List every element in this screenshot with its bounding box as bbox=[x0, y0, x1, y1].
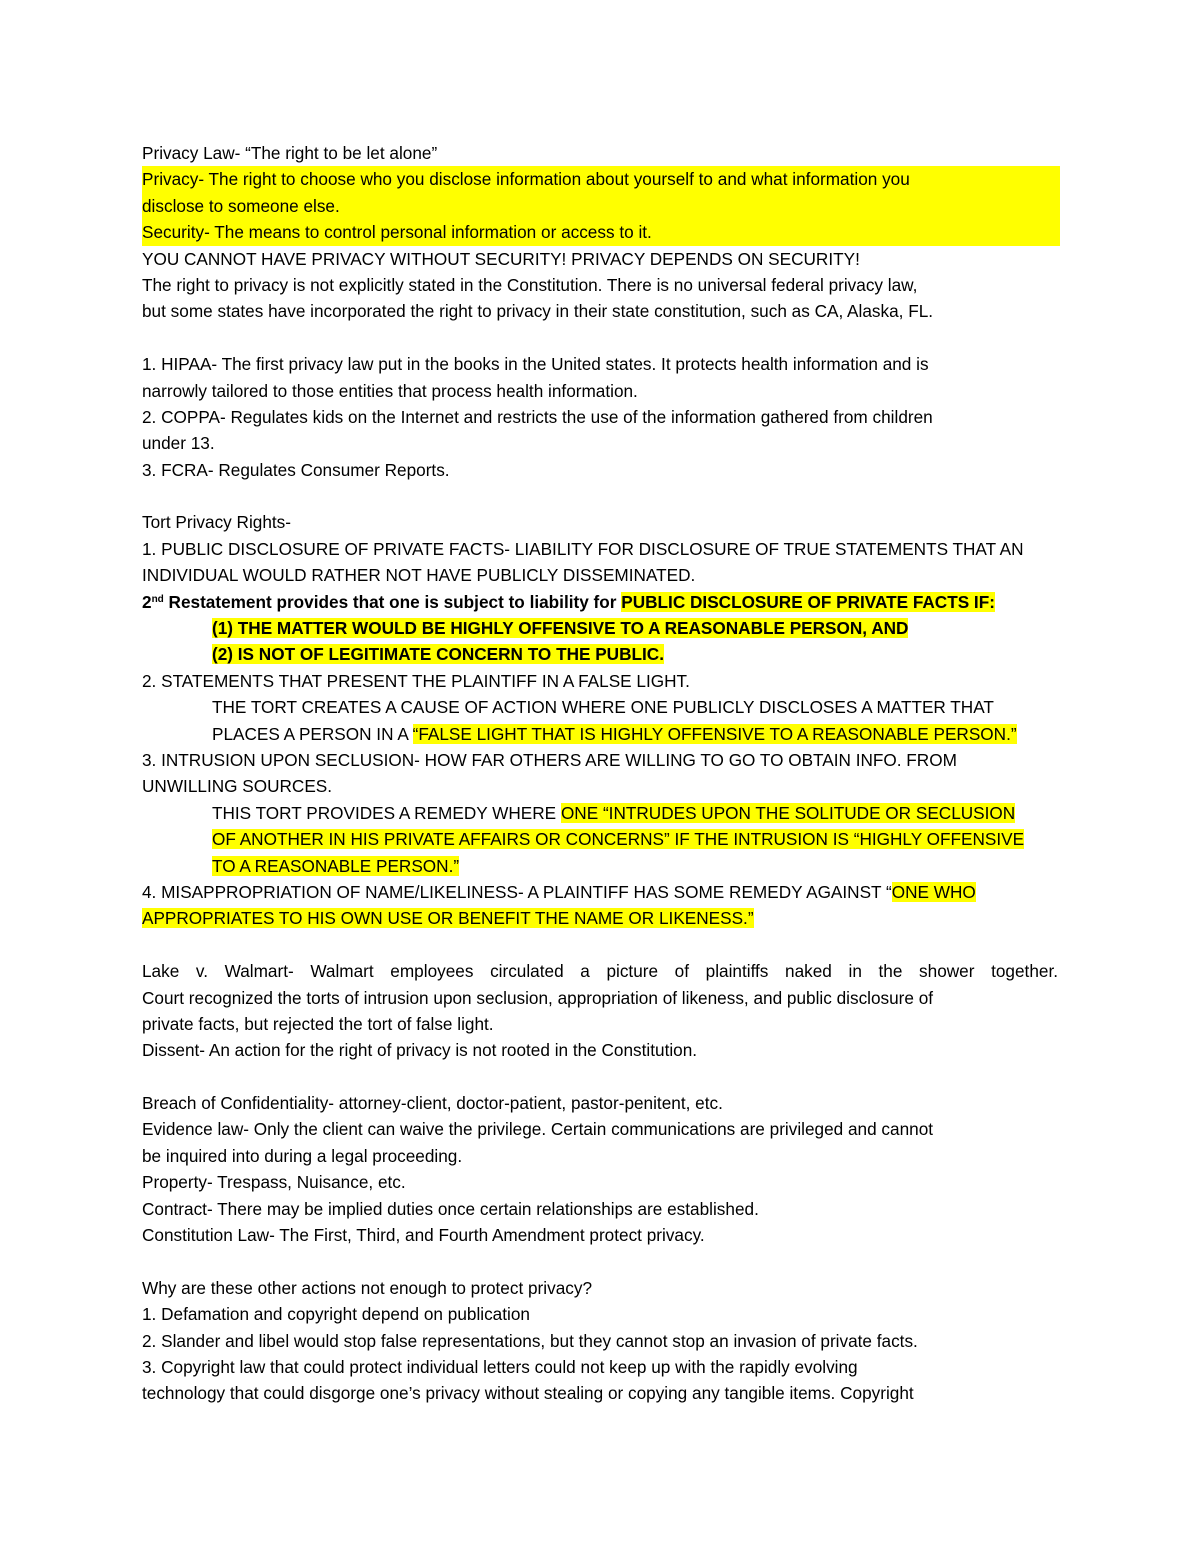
lake-case-line3: private facts, but rejected the tort of false light. bbox=[142, 1013, 494, 1034]
document-page bbox=[142, 140, 1062, 1407]
tort1-line2: INDIVIDUAL WOULD RATHER NOT HAVE PUBLICLY DISSEMINATED. bbox=[142, 565, 696, 586]
security-definition: Security- The means to control personal information or access to it. bbox=[142, 219, 1060, 245]
law-hipaa-line1: 1. HIPAA- The first privacy law put in the books in the United states. It protects health information and is bbox=[142, 354, 929, 375]
lake-case-line2: Court recognized the torts of intrusion upon seclusion, appropriation of likeness, and public disclosure of bbox=[142, 987, 934, 1008]
privacy-definition-line1: Privacy- The right to choose who you disclose information about yourself to and what information you bbox=[142, 166, 1060, 192]
tort3-highlight-1: ONE “INTRUDES UPON THE SOLITUDE OR SECLUSION bbox=[560, 802, 1016, 823]
tort3-heading-line1: 3. INTRUSION UPON SECLUSION- HOW FAR OTHERS ARE WILLING TO GO TO OBTAIN INFO. FROM bbox=[142, 749, 957, 770]
constitution-law-line: Constitution Law- The First, Third, and Fourth Amendment protect privacy. bbox=[142, 1225, 705, 1246]
why-item-3-line1: 3. Copyright law that could protect individual letters could not keep up with the rapidly evolving bbox=[142, 1356, 858, 1377]
why-item-1: 1. Defamation and copyright depend on publication bbox=[142, 1304, 530, 1325]
law-coppa-line2: under 13. bbox=[142, 433, 215, 454]
evidence-law-line2: be inquired into during a legal proceeding. bbox=[142, 1145, 463, 1166]
tort2-highlight: “FALSE LIGHT THAT IS HIGHLY OFFENSIVE TO A REASONABLE PERSON.” bbox=[412, 723, 1017, 744]
tort2-line1: THE TORT CREATES A CAUSE OF ACTION WHERE ONE PUBLICLY DISCLOSES A MATTER THAT bbox=[212, 697, 994, 718]
restatement-highlight: PUBLIC DISCLOSURE OF PRIVATE FACTS IF: bbox=[621, 591, 995, 612]
tort4-highlight-2: APPROPRIATES TO HIS OWN USE OR BENEFIT THE NAME OR LIKENESS.” bbox=[142, 908, 754, 929]
law-coppa-line1: 2. COPPA- Regulates kids on the Internet and restricts the use of the information gathered from children bbox=[142, 406, 933, 427]
breach-confidentiality: Breach of Confidentiality- attorney-client, doctor-patient, pastor-penitent, etc. bbox=[142, 1093, 723, 1114]
restatement-condition-1: (1) THE MATTER WOULD BE HIGHLY OFFENSIVE TO A REASONABLE PERSON, AND bbox=[212, 618, 909, 639]
constitution-line1: The right to privacy is not explicitly stated in the Constitution. There is no universal federal privacy law, bbox=[142, 274, 918, 295]
property-line: Property- Trespass, Nuisance, etc. bbox=[142, 1172, 406, 1193]
lake-case-line1: Lake v. Walmart- Walmart employees circulated a picture of plaintiffs naked in the shower together. bbox=[142, 961, 1058, 982]
tort3-highlight-3: TO A REASONABLE PERSON.” bbox=[212, 855, 460, 876]
tort3-highlight-2: OF ANOTHER IN HIS PRIVATE AFFAIRS OR CONCERNS” IF THE INTRUSION IS “HIGHLY OFFENSIVE bbox=[212, 829, 1025, 850]
lake-dissent: Dissent- An action for the right of privacy is not rooted in the Constitution. bbox=[142, 1040, 698, 1061]
tort4-line1: 4. MISAPPROPRIATION OF NAME/LIKELINESS- A PLAINTIFF HAS SOME REMEDY AGAINST “ONE WHO bbox=[142, 881, 976, 902]
why-question: Why are these other actions not enough to protect privacy? bbox=[142, 1277, 592, 1298]
doc-title: Privacy Law- “The right to be let alone” bbox=[142, 143, 438, 163]
restatement-condition-2: (2) IS NOT OF LEGITIMATE CONCERN TO THE PUBLIC. bbox=[212, 644, 664, 665]
evidence-law-line1: Evidence law- Only the client can waive the privilege. Certain communications are privileged and cannot bbox=[142, 1119, 934, 1140]
security-caps-statement: YOU CANNOT HAVE PRIVACY WITHOUT SECURITY! PRIVACY DEPENDS ON SECURITY! bbox=[142, 248, 860, 269]
why-item-2: 2. Slander and libel would stop false representations, but they cannot stop an invasion of private facts. bbox=[142, 1330, 918, 1351]
tort2-line2: PLACES A PERSON IN A “FALSE LIGHT THAT IS HIGHLY OFFENSIVE TO A REASONABLE PERSON.” bbox=[212, 723, 1017, 744]
law-fcra: 3. FCRA- Regulates Consumer Reports. bbox=[142, 459, 450, 480]
law-hipaa-line2: narrowly tailored to those entities that process health information. bbox=[142, 380, 638, 401]
tort3-line1: THIS TORT PROVIDES A REMEDY WHERE ONE “INTRUDES UPON THE SOLITUDE OR SECLUSION bbox=[212, 802, 1016, 823]
contract-line: Contract- There may be implied duties once certain relationships are established. bbox=[142, 1198, 759, 1219]
tort3-heading-line2: UNWILLING SOURCES. bbox=[142, 776, 333, 797]
tort-heading: Tort Privacy Rights- bbox=[142, 512, 291, 533]
why-item-3-line2: technology that could disgorge one’s privacy without stealing or copying any tangible items. Copyright bbox=[142, 1383, 914, 1404]
tort4-highlight-1: ONE WHO bbox=[891, 881, 976, 902]
privacy-definition-line2: disclose to someone else. bbox=[142, 193, 1060, 219]
restatement-line: 2nd Restatement provides that one is subject to liability for PUBLIC DISCLOSURE OF PRIVATE FACTS IF: bbox=[142, 591, 995, 612]
tort1-line1: 1. PUBLIC DISCLOSURE OF PRIVATE FACTS- LIABILITY FOR DISCLOSURE OF TRUE STATEMENTS THAT AN bbox=[142, 538, 1024, 559]
tort2-heading: 2. STATEMENTS THAT PRESENT THE PLAINTIFF IN A FALSE LIGHT. bbox=[142, 670, 690, 691]
constitution-line2: but some states have incorporated the right to privacy in their state constitution, such as CA, Alaska, FL. bbox=[142, 301, 934, 322]
